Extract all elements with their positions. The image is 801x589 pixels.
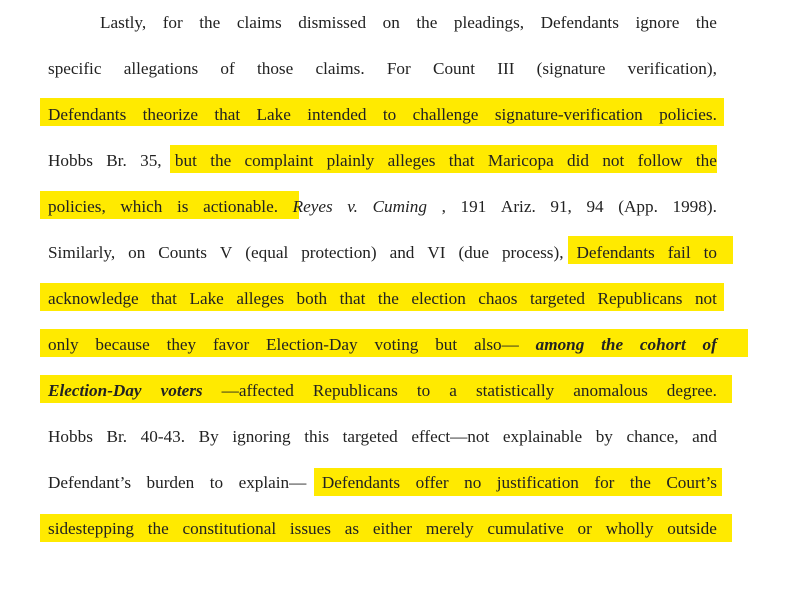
highlighted-word: Maricopa <box>487 151 554 170</box>
highlighted-word: degree. <box>666 381 717 400</box>
highlighted-word: Defendants <box>321 473 401 492</box>
word: effect—not <box>411 427 490 446</box>
highlighted-word: which <box>120 197 163 216</box>
word: Similarly, <box>48 243 116 262</box>
word: verification), <box>627 59 717 78</box>
text-line <box>100 9 717 37</box>
word: targeted <box>342 427 398 446</box>
highlighted-word: policies. <box>659 105 717 124</box>
highlighted-word: the <box>695 151 717 170</box>
word: ignoring <box>232 427 291 446</box>
highlighted-word: Republicans <box>312 381 398 400</box>
word: process), <box>501 243 564 262</box>
word: of <box>220 59 235 78</box>
highlighted-word: actionable. <box>203 197 278 216</box>
highlighted-word: among <box>535 335 585 354</box>
word: allegations <box>123 59 199 78</box>
highlighted-word: voting <box>374 335 419 354</box>
word: v. <box>347 197 358 216</box>
word: By <box>198 427 219 446</box>
highlighted-word: as <box>344 519 360 538</box>
highlighted-word: is <box>177 197 189 216</box>
word: explain— <box>238 473 307 492</box>
highlighted-word: intended <box>307 105 367 124</box>
highlighted-word: alleges <box>387 151 436 170</box>
highlighted-word: outside <box>667 519 717 538</box>
highlighted-word: either <box>372 519 413 538</box>
highlighted-word: but <box>435 335 458 354</box>
highlighted-word: merely <box>425 519 474 538</box>
highlighted-word: the <box>210 151 232 170</box>
highlighted-word: the <box>601 335 624 354</box>
highlighted-word: challenge <box>412 105 479 124</box>
word: the <box>695 13 717 32</box>
highlighted-word: cohort <box>639 335 686 354</box>
highlighted-word: to <box>703 243 717 262</box>
highlighted-word: issues <box>289 519 331 538</box>
highlighted-word: that <box>151 289 177 308</box>
word: by <box>595 427 613 446</box>
highlighted-word: acknowledge <box>48 289 139 308</box>
word: on <box>382 13 400 32</box>
word: and <box>389 243 415 262</box>
highlighted-word: sidestepping <box>48 519 134 538</box>
highlighted-word: that <box>339 289 366 308</box>
highlighted-word: to <box>416 381 431 400</box>
word: and <box>692 427 717 446</box>
word: Defendants <box>540 13 619 32</box>
text-line <box>48 55 717 83</box>
highlighted-word: of <box>702 335 717 354</box>
word: Reyes <box>292 197 333 216</box>
word: V <box>219 243 233 262</box>
word: this <box>304 427 330 446</box>
highlighted-word: that <box>214 105 241 124</box>
text-line <box>48 147 717 175</box>
word: 94 <box>586 197 604 216</box>
highlighted-word: policies, <box>48 197 106 216</box>
highlighted-word: theorize <box>142 105 199 124</box>
highlighted-word: the <box>147 519 169 538</box>
highlighted-word: also— <box>473 335 519 354</box>
word: Br. <box>106 427 128 446</box>
highlighted-word: Republicans <box>597 289 683 308</box>
highlighted-word: follow <box>637 151 683 170</box>
word: (App. <box>618 197 658 216</box>
word: 40-43. <box>140 427 186 446</box>
word: the <box>199 13 221 32</box>
highlighted-word: only <box>48 335 79 354</box>
word: those <box>256 59 294 78</box>
text-line <box>48 515 717 543</box>
highlighted-word: that <box>448 151 475 170</box>
highlighted-word: they <box>166 335 197 354</box>
word: protection) <box>301 243 377 262</box>
highlighted-word: election <box>411 289 466 308</box>
word: chance, <box>626 427 679 446</box>
highlighted-word: favor <box>212 335 250 354</box>
text-line <box>48 285 717 313</box>
text-line <box>48 377 717 405</box>
highlighted-word: voters <box>160 381 203 400</box>
word: Lastly, <box>100 13 147 32</box>
highlighted-word: did <box>567 151 589 170</box>
highlighted-word: anomalous <box>573 381 648 400</box>
highlighted-word: alleges <box>236 289 285 308</box>
highlighted-word: no <box>464 473 482 492</box>
word: ignore <box>635 13 680 32</box>
highlighted-word: both <box>296 289 328 308</box>
word: Counts <box>158 243 207 262</box>
highlighted-word: offer <box>415 473 449 492</box>
word: III <box>497 59 515 78</box>
highlighted-word: the <box>629 473 651 492</box>
word: Ariz. <box>500 197 536 216</box>
highlighted-word: fail <box>667 243 691 262</box>
word: 191 <box>460 197 487 216</box>
word: Hobbs <box>48 427 93 446</box>
word: , <box>441 197 446 216</box>
word: claims. <box>315 59 365 78</box>
highlighted-word: cumulative <box>487 519 564 538</box>
word: Cuming <box>372 197 427 216</box>
highlighted-word: Election-Day <box>266 335 358 354</box>
highlighted-word: or <box>577 519 592 538</box>
highlighted-word: not <box>694 289 717 308</box>
word: Br. <box>106 151 127 170</box>
highlighted-word: but <box>174 151 197 170</box>
highlighted-word: a <box>449 381 457 400</box>
text-line <box>48 193 717 221</box>
word: (due <box>458 243 489 262</box>
highlighted-word: —affected <box>221 381 294 400</box>
highlighted-word: chaos <box>478 289 518 308</box>
highlighted-word: targeted <box>529 289 585 308</box>
word: 1998). <box>672 197 717 216</box>
highlighted-word: the <box>377 289 399 308</box>
word: 35, <box>140 151 162 170</box>
highlighted-word: Defendants <box>48 105 127 124</box>
word: specific <box>48 59 102 78</box>
highlighted-word: Court’s <box>666 473 717 492</box>
highlighted-word: wholly <box>605 519 654 538</box>
word: (equal <box>245 243 289 262</box>
word: pleadings, <box>453 13 525 32</box>
text-line <box>48 101 717 129</box>
word: burden <box>146 473 195 492</box>
text-line <box>48 423 717 451</box>
highlighted-word: for <box>594 473 615 492</box>
highlighted-word: not <box>602 151 625 170</box>
word: explainable <box>502 427 583 446</box>
word: VI <box>427 243 446 262</box>
highlighted-word: Lake <box>256 105 291 124</box>
highlighted-word: justification <box>496 473 579 492</box>
highlighted-word: complaint <box>244 151 314 170</box>
word: to <box>209 473 224 492</box>
word: (signature <box>536 59 606 78</box>
word: For <box>386 59 411 78</box>
highlighted-word: constitutional <box>182 519 277 538</box>
text-line <box>48 331 717 359</box>
word: dismissed <box>298 13 367 32</box>
word: Hobbs <box>48 151 93 170</box>
highlighted-word: signature-verification <box>494 105 643 124</box>
highlighted-word: to <box>382 105 397 124</box>
highlighted-word: Defendants <box>576 243 655 262</box>
word: for <box>162 13 183 32</box>
highlighted-word: plainly <box>326 151 375 170</box>
word: claims <box>236 13 282 32</box>
highlighted-word: Lake <box>189 289 224 308</box>
text-line <box>48 239 717 267</box>
word: the <box>416 13 438 32</box>
word: Defendant’s <box>48 473 132 492</box>
word: 91, <box>550 197 572 216</box>
highlighted-word: statistically <box>475 381 555 400</box>
highlighted-word: Election-Day <box>48 381 142 400</box>
text-line <box>48 469 717 497</box>
highlighted-word: because <box>95 335 150 354</box>
word: Count <box>433 59 476 78</box>
word: on <box>128 243 146 262</box>
